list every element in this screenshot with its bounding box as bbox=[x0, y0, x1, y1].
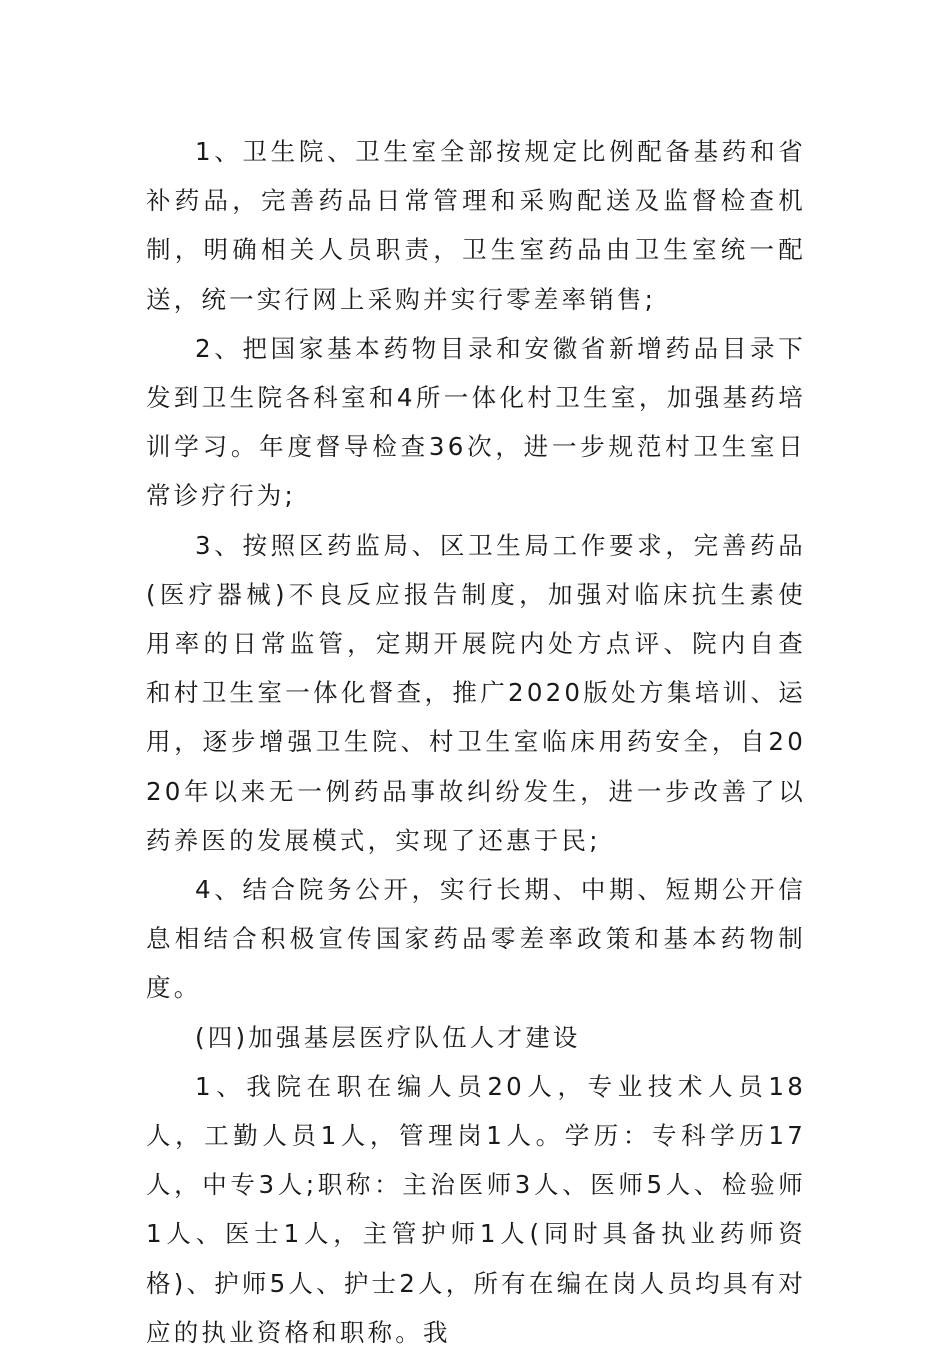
paragraph-drug-stocking: 1、卫生院、卫生室全部按规定比例配备基药和省补药品，完善药品日常管理和采购配送及监督检查机制，明确相关人员职责，卫生室药品由卫生室统一配送，统一实行网上采购并实行零差率销售; bbox=[146, 137, 806, 314]
paragraph-adverse-reaction: 3、按照区药监局、区卫生局工作要求，完善药品(医疗器械)不良反应报告制度，加强对临床抗生素使用率的日常监管，定期开展院内处方点评、院内自查和村卫生室一体化督查，推广2020版处方集培训、运用，逐步增强卫生院、村卫生室临床用药安全，自2020年以来无一例药品事故纠纷发生，进一步改善了以药养医的发展模式，实现了还惠于民; bbox=[146, 530, 806, 855]
paragraph-publicity: 4、结合院务公开，实行长期、中期、短期公开信息相结合积极宣传国家药品零差率政策和基本药物制度。 bbox=[146, 875, 806, 1003]
document-body bbox=[146, 127, 806, 1357]
section-heading-staff: (四)加强基层医疗队伍人才建设 bbox=[195, 1022, 581, 1052]
paragraph-staff-stats: 1、我院在职在编人员20人，专业技术人员18人，工勤人员1人，管理岗1人。学历：专科学历17人，中专3人;职称：主治医师3人、医师5人、检验师1人、医士1人，主管护师1人(同时具备执业药师资格)、护师5人、护士2人，所有在编在岗人员均具有对应的执业资格和职称。我 bbox=[146, 1071, 806, 1347]
paragraph-drug-catalog: 2、把国家基本药物目录和安徽省新增药品目录下发到卫生院各科室和4所一体化村卫生室，加强基药培训学习。年度督导检查36次，进一步规范村卫生室日常诊疗行为; bbox=[146, 333, 806, 511]
